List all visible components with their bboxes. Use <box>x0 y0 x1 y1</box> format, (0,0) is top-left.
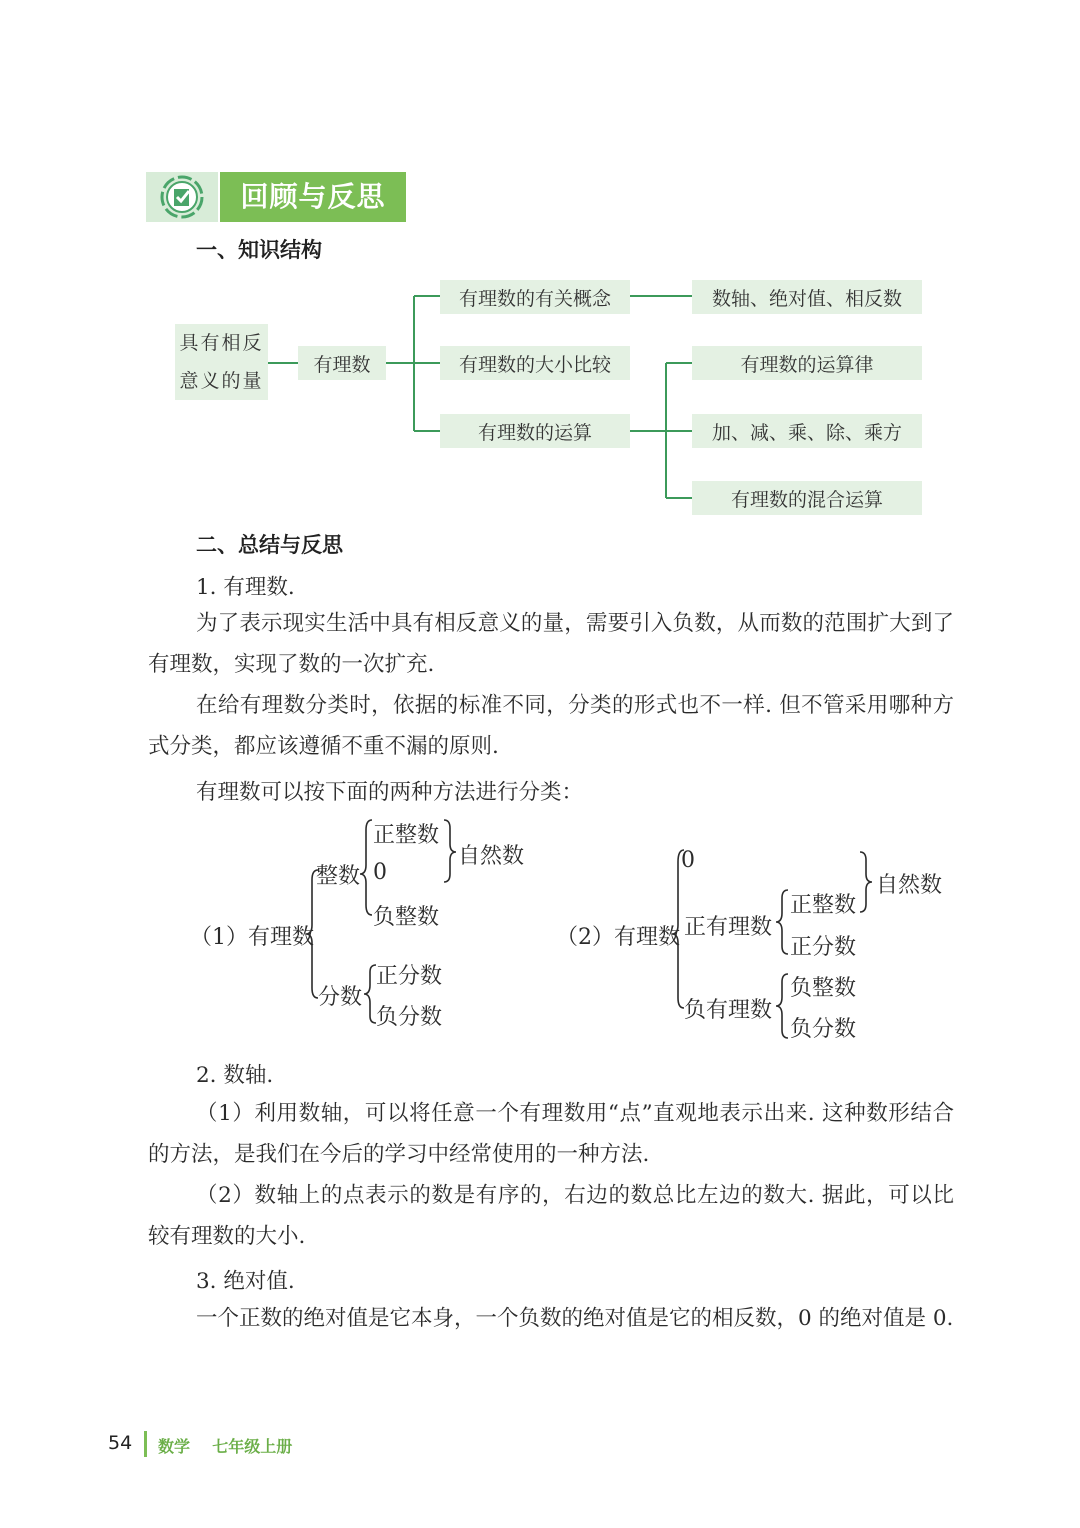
tree1-neg-frac: 负分数 <box>376 1005 443 1030</box>
classification-braces <box>0 810 1080 1050</box>
section2-heading: 二、总结与反思 <box>196 533 343 557</box>
tree2-neg-frac: 负分数 <box>790 1017 857 1042</box>
item3-title: 3. 绝对值. <box>196 1269 295 1294</box>
tree2-pos-rat: 正有理数 <box>684 915 773 940</box>
box-concepts: 有理数的有关概念 <box>440 280 630 314</box>
tree2-pos-int: 正整数 <box>790 893 857 918</box>
paragraph-2: 在给有理数分类时，依据的标准不同，分类的形式也不一样. 但不管采用哪种方式分类，都应该遵循不重不漏的原则. <box>148 693 954 759</box>
paragraph-5: （2）数轴上的点表示的数是有序的，右边的数总比左边的数大. 据此，可以比较有理数的大小. <box>148 1183 954 1249</box>
structure-connectors <box>0 0 1080 540</box>
tree1-neg-int: 负整数 <box>373 905 440 930</box>
box-root <box>175 324 268 400</box>
page-number: 54 <box>108 1432 133 1454</box>
tree1-integer: 整数 <box>316 864 361 889</box>
item2-title: 2. 数轴. <box>196 1063 274 1088</box>
tree1-pos-int: 正整数 <box>373 823 440 848</box>
footer-divider <box>144 1431 147 1457</box>
tree2-zero: 0 <box>681 848 695 873</box>
box-root-label: 具有相反意义的量 <box>179 332 264 392</box>
item1-title: 1. 有理数. <box>196 575 295 600</box>
box-laws: 有理数的运算律 <box>692 346 922 380</box>
box-mixed: 有理数的混合运算 <box>692 481 922 515</box>
tree1-pos-frac: 正分数 <box>376 964 443 989</box>
box-numberline: 数轴、绝对值、相反数 <box>692 280 922 314</box>
tree1-label: （1）有理数 <box>190 925 314 950</box>
tree1-zero: 0 <box>373 860 387 885</box>
tree2-label: （2）有理数 <box>556 925 680 950</box>
paragraph-3: 有理数可以按下面的两种方法进行分类： <box>196 780 584 805</box>
box-middle: 有理数 <box>298 346 386 380</box>
tree2-neg-rat: 负有理数 <box>684 998 773 1023</box>
box-operations: 有理数的运算 <box>440 414 630 448</box>
tree2-natural: 自然数 <box>876 873 943 898</box>
banner-title: 回顾与反思 <box>220 172 406 222</box>
tree1-fraction: 分数 <box>318 985 363 1010</box>
section1-heading: 一、知识结构 <box>196 238 322 262</box>
box-arith: 加、减、乘、除、乘方 <box>692 414 922 448</box>
tree1-natural: 自然数 <box>458 844 525 869</box>
footer-book-title: 数学 七年级上册 <box>158 1437 293 1456</box>
box-compare: 有理数的大小比较 <box>440 346 630 380</box>
tree2-pos-frac: 正分数 <box>790 935 857 960</box>
paragraph-4: （1）利用数轴，可以将任意一个有理数用“点”直观地表示出来. 这种数形结合的方法，是我们在今后的学习中经常使用的一种方法. <box>148 1101 954 1167</box>
paragraph-6: 一个正数的绝对值是它本身，一个负数的绝对值是它的相反数，0 的绝对值是 0. <box>196 1306 954 1331</box>
paragraph-1: 为了表示现实生活中具有相反意义的量，需要引入负数，从而数的范围扩大到了有理数，实现了数的一次扩充. <box>148 611 954 677</box>
tree2-neg-int: 负整数 <box>790 976 857 1001</box>
